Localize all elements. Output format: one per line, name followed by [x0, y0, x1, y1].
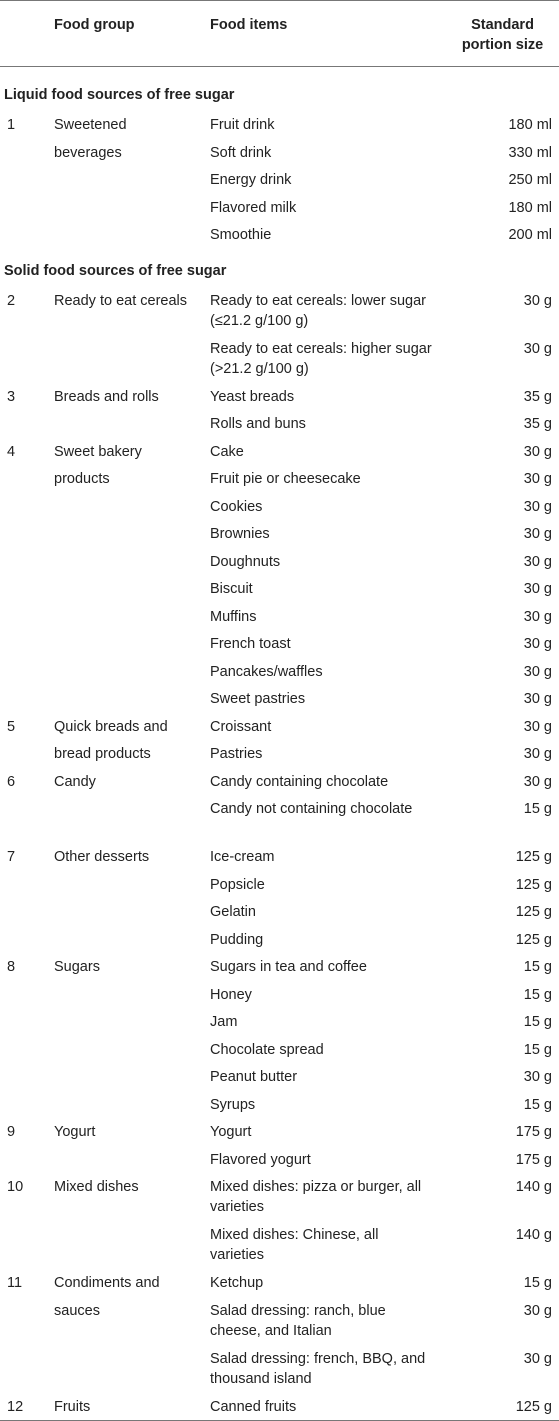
cell-food-group: Quick breads and	[54, 718, 168, 735]
cell-food-item: Soft drink	[210, 144, 272, 161]
cell-number: 1	[7, 117, 16, 133]
cell-food-group	[50, 926, 206, 954]
cell-food-group	[50, 493, 206, 521]
cell-portion-size: 30 g	[523, 691, 552, 707]
cell-portion-size: 30 g	[523, 746, 552, 762]
cell-number: 5	[7, 718, 16, 735]
table-row	[0, 740, 559, 768]
table-row	[0, 575, 559, 603]
cell-food-group: Condiments and	[54, 1275, 160, 1291]
cell-number	[0, 685, 50, 713]
cell-food-group: sauces	[54, 1302, 100, 1319]
table-row	[0, 981, 559, 1009]
cell-food-group: Fruits	[50, 1393, 206, 1421]
cell-food-group	[50, 1008, 206, 1036]
table-row	[0, 630, 559, 658]
header-food-items: Food items	[206, 1, 436, 67]
cell-number	[0, 465, 50, 493]
cell-food-item: Candy not containing chocolate	[210, 801, 413, 817]
cell-portion-size: 30 g	[523, 1350, 552, 1367]
cell-food-item: Flavored milk	[210, 199, 297, 216]
cell-portion-size: 30 g	[523, 608, 552, 625]
cell-food-group	[50, 1221, 206, 1269]
cell-portion-size: 30 g	[523, 553, 552, 570]
cell-portion-size: 15 g	[523, 801, 552, 817]
cell-food-group	[50, 1063, 206, 1091]
table-row	[0, 658, 559, 686]
cell-number	[0, 1063, 50, 1091]
cell-portion-size: 15 g	[523, 1041, 552, 1058]
cell-food-group: Sweet bakery	[54, 443, 142, 460]
cell-portion-size: 30 g	[523, 773, 552, 790]
cell-portion-size: 125 g	[515, 876, 552, 893]
header-food-group: Food group	[50, 1, 206, 67]
cell-food-item: Pastries	[210, 746, 263, 762]
table-row	[0, 713, 559, 741]
cell-portion-size: 30 g	[523, 498, 552, 515]
section-heading-row	[0, 249, 559, 287]
cell-number	[0, 493, 50, 521]
cell-number	[0, 1008, 50, 1036]
table-row	[0, 1118, 559, 1146]
cell-number	[0, 221, 50, 249]
cell-food-item: Chocolate spread	[210, 1041, 324, 1058]
cell-portion-size: 15 g	[523, 1275, 552, 1291]
cell-food-item: Ketchup	[210, 1275, 264, 1291]
cell-food-item: Popsicle	[210, 876, 265, 893]
table-row	[0, 843, 559, 871]
cell-portion-size: 140 g	[515, 1227, 552, 1243]
cell-portion-size: 30 g	[523, 581, 552, 597]
cell-portion-size: 30 g	[523, 526, 552, 542]
section-heading: Liquid food sources of free sugar	[4, 87, 235, 103]
cell-food-group	[50, 575, 206, 603]
table-body	[0, 67, 559, 1421]
cell-number: 9	[7, 1124, 16, 1140]
table-row	[0, 898, 559, 926]
cell-portion-size: 30 g	[523, 636, 552, 652]
table-row	[0, 1008, 559, 1036]
cell-food-item: Croissant	[210, 718, 272, 735]
cell-food-group: Ready to eat cereals	[54, 292, 187, 309]
table-row	[0, 1221, 559, 1269]
cell-portion-size: 35 g	[523, 388, 552, 405]
cell-number: 11	[7, 1275, 23, 1291]
cell-portion-size: 15 g	[523, 1096, 552, 1113]
header-number	[0, 1, 50, 67]
cell-number	[0, 410, 50, 438]
cell-food-item: Fruit drink	[210, 117, 275, 133]
cell-food-item: Ice-cream	[210, 849, 275, 865]
cell-food-group: products	[54, 471, 110, 487]
cell-portion-size: 140 g	[515, 1179, 552, 1195]
table-row	[0, 465, 559, 493]
cell-food-item: Muffins	[210, 608, 257, 625]
table-row	[0, 768, 559, 796]
cell-portion-size: 30 g	[523, 1069, 552, 1085]
table-row	[0, 493, 559, 521]
cell-portion-size: 30 g	[523, 471, 552, 487]
table-row	[0, 1345, 559, 1393]
cell-food-group: Sweetened	[54, 117, 127, 133]
table-row	[0, 335, 559, 383]
cell-number	[0, 1345, 50, 1393]
cell-food-group	[50, 1036, 206, 1064]
cell-food-group: Breads and rolls	[54, 388, 159, 405]
cell-portion-size: 30 g	[523, 663, 552, 680]
cell-food-group: Sugars	[54, 959, 100, 975]
cell-food-group	[50, 658, 206, 686]
cell-portion-size: 30 g	[523, 292, 552, 309]
cell-number	[0, 1221, 50, 1269]
cell-food-group: Mixed dishes	[54, 1179, 139, 1195]
section-heading: Solid food sources of free sugar	[4, 262, 227, 279]
cell-food-group	[50, 871, 206, 899]
table-row	[0, 1036, 559, 1064]
cell-portion-size: 30 g	[523, 718, 552, 735]
table-row	[0, 1146, 559, 1174]
cell-food-item: French toast	[210, 636, 291, 652]
cell-food-group: beverages	[54, 144, 122, 161]
cell-portion-size: 30 g	[523, 443, 552, 460]
cell-food-group	[50, 166, 206, 194]
cell-portion-size: 175 g	[515, 1124, 552, 1140]
cell-number	[0, 898, 50, 926]
cell-food-item: Mixed dishes: pizza or burger, all varieties	[210, 1179, 422, 1215]
table-row	[0, 111, 559, 139]
cell-number: 6	[7, 773, 16, 790]
cell-number	[0, 194, 50, 222]
cell-food-group: bread products	[54, 746, 151, 762]
cell-food-item: Pancakes/waffles	[210, 663, 323, 680]
cell-food-group: Yogurt	[54, 1124, 96, 1140]
cell-number	[0, 740, 50, 768]
cell-food-group	[50, 898, 206, 926]
cell-food-group	[50, 335, 206, 383]
cell-food-item: Pudding	[210, 931, 264, 948]
cell-food-item: Yogurt	[210, 1124, 252, 1140]
cell-food-group	[50, 1146, 206, 1174]
cell-number	[0, 658, 50, 686]
table-header-row	[0, 1, 559, 67]
cell-number	[0, 981, 50, 1009]
table-row	[0, 287, 559, 335]
cell-food-group	[50, 981, 206, 1009]
table-row	[0, 1297, 559, 1345]
cell-food-item: Ready to eat cereals: lower sugar (≤21.2 g/100 g)	[210, 292, 426, 329]
cell-portion-size: 15 g	[523, 1014, 552, 1030]
cell-food-item: Jam	[210, 1014, 238, 1030]
table-row	[0, 1173, 559, 1221]
cell-food-item: Gelatin	[210, 904, 256, 920]
cell-food-group	[50, 603, 206, 631]
cell-food-group	[50, 1091, 206, 1119]
table-row	[0, 1393, 559, 1421]
cell-food-item: Salad dressing: french, BBQ, and thousand island	[210, 1350, 426, 1387]
cell-number	[0, 139, 50, 167]
cell-portion-size: 125 g	[515, 849, 552, 865]
cell-food-item: Salad dressing: ranch, blue cheese, and Italian	[210, 1302, 386, 1339]
cell-food-item: Yeast breads	[210, 388, 295, 405]
cell-number	[0, 548, 50, 576]
cell-food-item: Flavored yogurt	[210, 1151, 311, 1168]
table-row	[0, 953, 559, 981]
table-row	[0, 548, 559, 576]
cell-food-group	[50, 520, 206, 548]
table-row	[0, 795, 559, 843]
cell-food-item: Smoothie	[210, 227, 272, 243]
cell-food-group: Other desserts	[54, 849, 150, 865]
section-heading-row	[0, 67, 559, 112]
cell-number	[0, 1036, 50, 1064]
cell-number	[0, 335, 50, 383]
cell-food-group	[50, 548, 206, 576]
cell-food-item: Rolls and buns	[210, 416, 306, 432]
cell-food-group	[50, 410, 206, 438]
cell-portion-size: 15 g	[523, 986, 552, 1003]
cell-food-group: Candy	[54, 773, 96, 790]
cell-food-item: Mixed dishes: Chinese, all varieties	[210, 1227, 379, 1263]
cell-food-item: Ready to eat cereals: higher sugar (>21.2 g/100 g)	[210, 340, 432, 377]
cell-number	[0, 795, 50, 843]
table-row	[0, 1063, 559, 1091]
cell-food-item: Syrups	[210, 1096, 256, 1113]
cell-number	[0, 630, 50, 658]
cell-food-group	[50, 1345, 206, 1393]
cell-portion-size: 35 g	[523, 416, 552, 432]
table-row	[0, 603, 559, 631]
cell-food-item: Energy drink	[210, 172, 292, 188]
cell-food-item: Honey	[210, 986, 252, 1003]
cell-portion-size: 125 g	[515, 904, 552, 920]
cell-number	[0, 603, 50, 631]
cell-number: 7	[7, 849, 16, 865]
cell-portion-size: 180 ml	[508, 199, 552, 216]
cell-number	[0, 520, 50, 548]
cell-portion-size: 200 ml	[508, 227, 552, 243]
cell-number	[0, 1297, 50, 1345]
table-row	[0, 166, 559, 194]
cell-food-item: Canned fruits	[206, 1393, 436, 1421]
cell-food-group	[50, 685, 206, 713]
cell-portion-size: 15 g	[523, 959, 552, 975]
cell-food-item: Sweet pastries	[210, 691, 306, 707]
cell-number	[0, 871, 50, 899]
table-row	[0, 871, 559, 899]
cell-portion-size: 330 ml	[508, 144, 552, 161]
cell-number: 10	[7, 1179, 24, 1195]
cell-food-item: Sugars in tea and coffee	[210, 959, 367, 975]
cell-number: 12	[0, 1393, 50, 1421]
cell-portion-size: 30 g	[523, 340, 552, 357]
cell-food-item: Biscuit	[210, 581, 253, 597]
cell-food-group	[50, 630, 206, 658]
cell-number: 3	[7, 388, 16, 405]
table-row	[0, 383, 559, 411]
cell-food-item: Cake	[210, 443, 244, 460]
table-row	[0, 1269, 559, 1297]
header-standard-portion-size: Standard portion size	[436, 1, 559, 67]
cell-number: 2	[7, 292, 16, 309]
cell-food-item: Brownies	[210, 526, 270, 542]
cell-number	[0, 1091, 50, 1119]
table-row	[0, 520, 559, 548]
table-row	[0, 685, 559, 713]
cell-food-item: Candy containing chocolate	[210, 773, 389, 790]
cell-portion-size: 125 g	[436, 1393, 559, 1421]
cell-food-group	[50, 795, 206, 843]
cell-food-item: Cookies	[210, 498, 263, 515]
cell-number	[0, 166, 50, 194]
cell-food-group	[50, 194, 206, 222]
cell-number: 8	[7, 959, 16, 975]
table-row	[0, 410, 559, 438]
cell-food-group	[50, 221, 206, 249]
cell-food-item: Fruit pie or cheesecake	[210, 471, 361, 487]
cell-portion-size: 180 ml	[508, 117, 552, 133]
cell-portion-size: 30 g	[523, 1302, 552, 1319]
cell-portion-size: 125 g	[515, 931, 552, 948]
table-row	[0, 194, 559, 222]
table-row	[0, 926, 559, 954]
cell-number	[0, 575, 50, 603]
cell-portion-size: 175 g	[515, 1151, 552, 1168]
table-row	[0, 139, 559, 167]
table-row	[0, 1091, 559, 1119]
cell-food-item: Doughnuts	[210, 553, 281, 570]
table-row	[0, 438, 559, 466]
cell-portion-size: 250 ml	[508, 172, 552, 188]
cell-number	[0, 1146, 50, 1174]
cell-number	[0, 926, 50, 954]
table-row	[0, 221, 559, 249]
cell-food-item: Peanut butter	[210, 1069, 298, 1085]
cell-number: 4	[7, 443, 16, 460]
